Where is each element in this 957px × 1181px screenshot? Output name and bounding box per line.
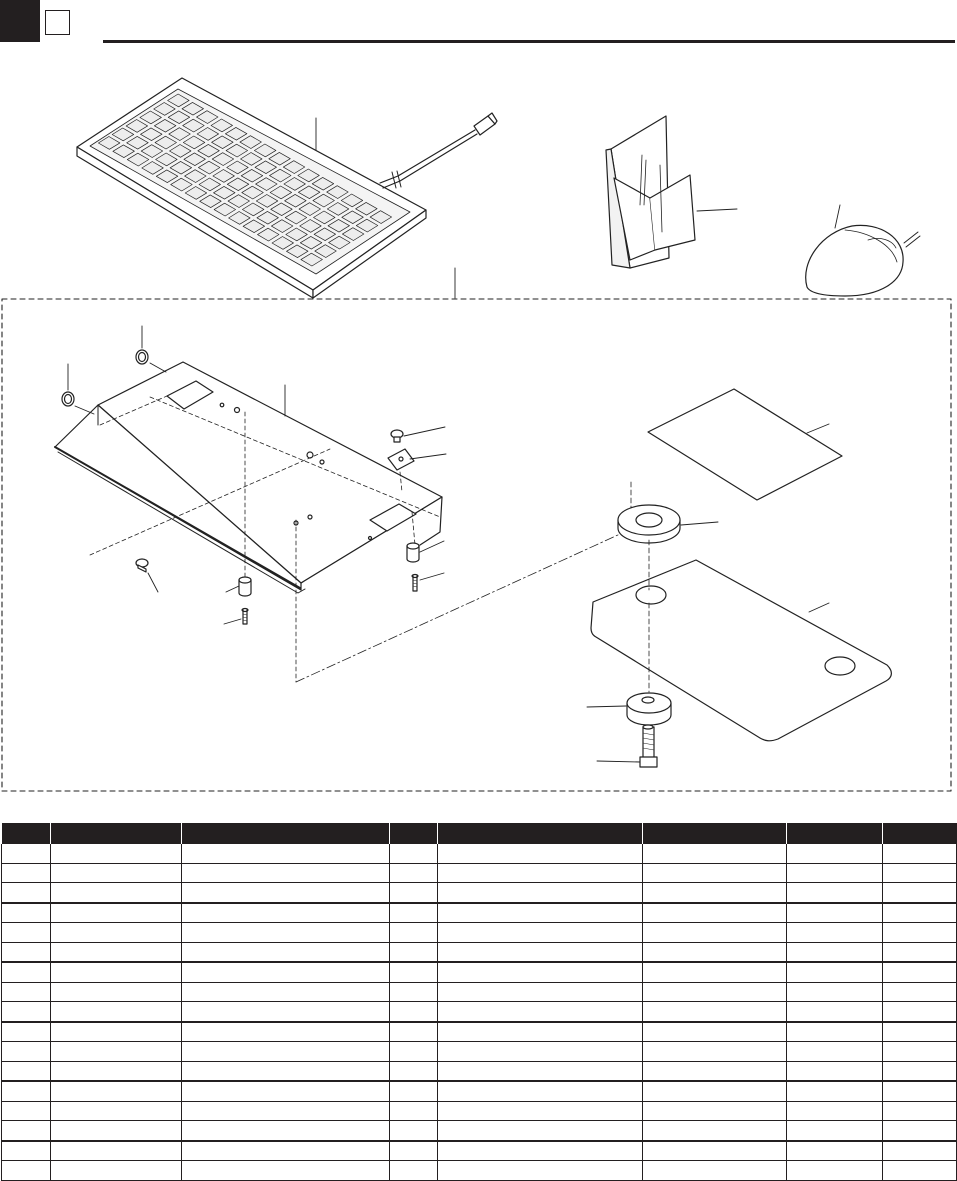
table-row	[2, 1121, 957, 1141]
table-row	[2, 1101, 957, 1121]
table-cell	[643, 1042, 787, 1062]
table-cell	[787, 942, 883, 962]
o-ring-left-2	[136, 350, 148, 364]
table-cell	[51, 923, 182, 943]
table-cell	[787, 1161, 883, 1181]
spacer-right	[407, 543, 419, 562]
table-cell	[787, 1061, 883, 1081]
column-header	[182, 823, 390, 844]
table-cell	[390, 1141, 438, 1161]
table-cell	[438, 982, 643, 1002]
table-cell	[643, 1101, 787, 1121]
table-cell	[643, 923, 787, 943]
table-cell	[2, 1121, 51, 1141]
table-cell	[182, 962, 390, 982]
table-cell	[883, 1061, 957, 1081]
column-header	[438, 823, 643, 844]
table-cell	[51, 844, 182, 863]
table-cell	[787, 1042, 883, 1062]
table-cell	[390, 1081, 438, 1101]
table-row	[2, 982, 957, 1002]
table-cell	[643, 1161, 787, 1181]
column-header	[787, 823, 883, 844]
table-cell	[883, 883, 957, 903]
table-row	[2, 962, 957, 982]
table-cell	[51, 883, 182, 903]
table-cell	[51, 1121, 182, 1141]
table-cell	[643, 1061, 787, 1081]
table-cell	[643, 903, 787, 923]
table-cell	[438, 923, 643, 943]
table-row	[2, 942, 957, 962]
table-cell	[51, 903, 182, 923]
table-cell	[438, 1101, 643, 1121]
table-cell	[787, 982, 883, 1002]
table-cell	[51, 1002, 182, 1022]
table-cell	[787, 1081, 883, 1101]
table-cell	[438, 1161, 643, 1181]
parts-list-table	[1, 823, 957, 1181]
table-cell	[787, 903, 883, 923]
table-cell	[883, 1161, 957, 1181]
table-cell	[438, 1022, 643, 1042]
table-cell	[51, 1022, 182, 1042]
table-cell	[643, 863, 787, 883]
column-header	[390, 823, 438, 844]
table-cell	[2, 1061, 51, 1081]
table-cell	[390, 903, 438, 923]
table-cell	[787, 962, 883, 982]
table-cell	[787, 883, 883, 903]
table-cell	[182, 942, 390, 962]
table-row	[2, 883, 957, 903]
table-cell	[182, 1161, 390, 1181]
table-cell	[182, 1101, 390, 1121]
table-cell	[438, 1002, 643, 1022]
table-cell	[2, 962, 51, 982]
table-cell	[438, 1121, 643, 1141]
table-row	[2, 1061, 957, 1081]
bracket-drawing	[55, 362, 442, 682]
table-cell	[787, 1141, 883, 1161]
table-cell	[787, 844, 883, 863]
table-cell	[51, 1101, 182, 1121]
table-cell	[438, 1141, 643, 1161]
bolt-right	[412, 575, 418, 592]
bolt-left	[242, 609, 248, 625]
table-cell	[438, 962, 643, 982]
column-header	[51, 823, 182, 844]
mouse-drawing	[806, 225, 920, 296]
table-cell	[438, 1061, 643, 1081]
o-ring-left-1	[62, 392, 74, 406]
table-cell	[438, 863, 643, 883]
table-cell	[438, 883, 643, 903]
table-row	[2, 844, 957, 863]
table-row	[2, 1081, 957, 1101]
table-cell	[390, 1022, 438, 1042]
table-cell	[2, 903, 51, 923]
table-cell	[182, 1061, 390, 1081]
foot-drawing	[627, 693, 671, 725]
table-cell	[390, 883, 438, 903]
column-header	[883, 823, 957, 844]
table-cell	[2, 863, 51, 883]
table-row	[2, 1042, 957, 1062]
table-cell	[182, 923, 390, 943]
table-cell	[2, 1081, 51, 1101]
table-cell	[438, 844, 643, 863]
washer-drawing	[618, 505, 680, 543]
table-cell	[438, 1042, 643, 1062]
table-cell	[643, 982, 787, 1002]
table-header-row	[2, 823, 957, 844]
table-cell	[182, 883, 390, 903]
table-cell	[51, 1141, 182, 1161]
table-cell	[643, 1002, 787, 1022]
table-cell	[883, 1042, 957, 1062]
table-cell	[390, 1101, 438, 1121]
column-header	[643, 823, 787, 844]
table-cell	[2, 1022, 51, 1042]
table-cell	[390, 863, 438, 883]
table-cell	[787, 863, 883, 883]
table-cell	[182, 1042, 390, 1062]
table-cell	[390, 982, 438, 1002]
table-cell	[182, 903, 390, 923]
table-cell	[2, 1141, 51, 1161]
table-cell	[787, 923, 883, 943]
table-cell	[883, 962, 957, 982]
table-row	[2, 1161, 957, 1181]
table-cell	[51, 1081, 182, 1101]
table-cell	[390, 942, 438, 962]
table-cell	[883, 982, 957, 1002]
table-cell	[51, 1061, 182, 1081]
table-row	[2, 1141, 957, 1161]
table-cell	[2, 1161, 51, 1181]
table-cell	[643, 962, 787, 982]
table-cell	[182, 982, 390, 1002]
table-cell	[643, 844, 787, 863]
clip-right	[388, 449, 414, 470]
table-cell	[182, 1002, 390, 1022]
table-cell	[2, 883, 51, 903]
table-cell	[643, 883, 787, 903]
table-cell	[51, 1161, 182, 1181]
table-cell	[390, 962, 438, 982]
table-cell	[2, 1002, 51, 1022]
sheet-drawing	[648, 389, 842, 500]
table-body	[2, 844, 957, 1180]
table-cell	[883, 923, 957, 943]
table-cell	[643, 1141, 787, 1161]
table-cell	[643, 942, 787, 962]
table-cell	[51, 942, 182, 962]
table-cell	[643, 1121, 787, 1141]
table-cell	[182, 1141, 390, 1161]
table-cell	[51, 962, 182, 982]
table-cell	[390, 1061, 438, 1081]
holder-drawing	[606, 116, 695, 268]
table-cell	[438, 942, 643, 962]
spacer-left	[239, 577, 251, 596]
table-cell	[2, 1101, 51, 1121]
table-cell	[51, 982, 182, 1002]
table-cell	[2, 844, 51, 863]
table-cell	[643, 1081, 787, 1101]
table-cell	[787, 1101, 883, 1121]
bolt-bottom	[640, 725, 657, 767]
column-header	[2, 823, 51, 844]
table-cell	[883, 844, 957, 863]
table-cell	[883, 1002, 957, 1022]
keyboard-drawing	[77, 78, 497, 298]
table-cell	[883, 1121, 957, 1141]
table-cell	[390, 1002, 438, 1022]
table-cell	[2, 923, 51, 943]
table-cell	[787, 1002, 883, 1022]
table-cell	[883, 1081, 957, 1101]
table-cell	[390, 1161, 438, 1181]
table-cell	[182, 1022, 390, 1042]
table-cell	[883, 1101, 957, 1121]
table-row	[2, 1022, 957, 1042]
table-cell	[182, 863, 390, 883]
table-cell	[438, 1081, 643, 1101]
table-cell	[182, 1081, 390, 1101]
table-cell	[390, 1121, 438, 1141]
table-cell	[883, 942, 957, 962]
table-cell	[883, 1022, 957, 1042]
table-cell	[643, 1022, 787, 1042]
table-cell	[390, 1042, 438, 1062]
table-cell	[883, 903, 957, 923]
table-cell	[390, 923, 438, 943]
screw-right	[391, 430, 403, 442]
table-cell	[182, 844, 390, 863]
table-row	[2, 1002, 957, 1022]
table-cell	[2, 1042, 51, 1062]
table-cell	[2, 982, 51, 1002]
table-cell	[787, 1022, 883, 1042]
table-cell	[2, 942, 51, 962]
table-row	[2, 923, 957, 943]
table-row	[2, 903, 957, 923]
table-cell	[883, 863, 957, 883]
screw-left	[136, 559, 148, 572]
table-cell	[390, 844, 438, 863]
table-cell	[883, 1141, 957, 1161]
table-cell	[51, 863, 182, 883]
table-cell	[182, 1121, 390, 1141]
table-cell	[438, 903, 643, 923]
table-row	[2, 863, 957, 883]
table-cell	[51, 1042, 182, 1062]
table-cell	[787, 1121, 883, 1141]
